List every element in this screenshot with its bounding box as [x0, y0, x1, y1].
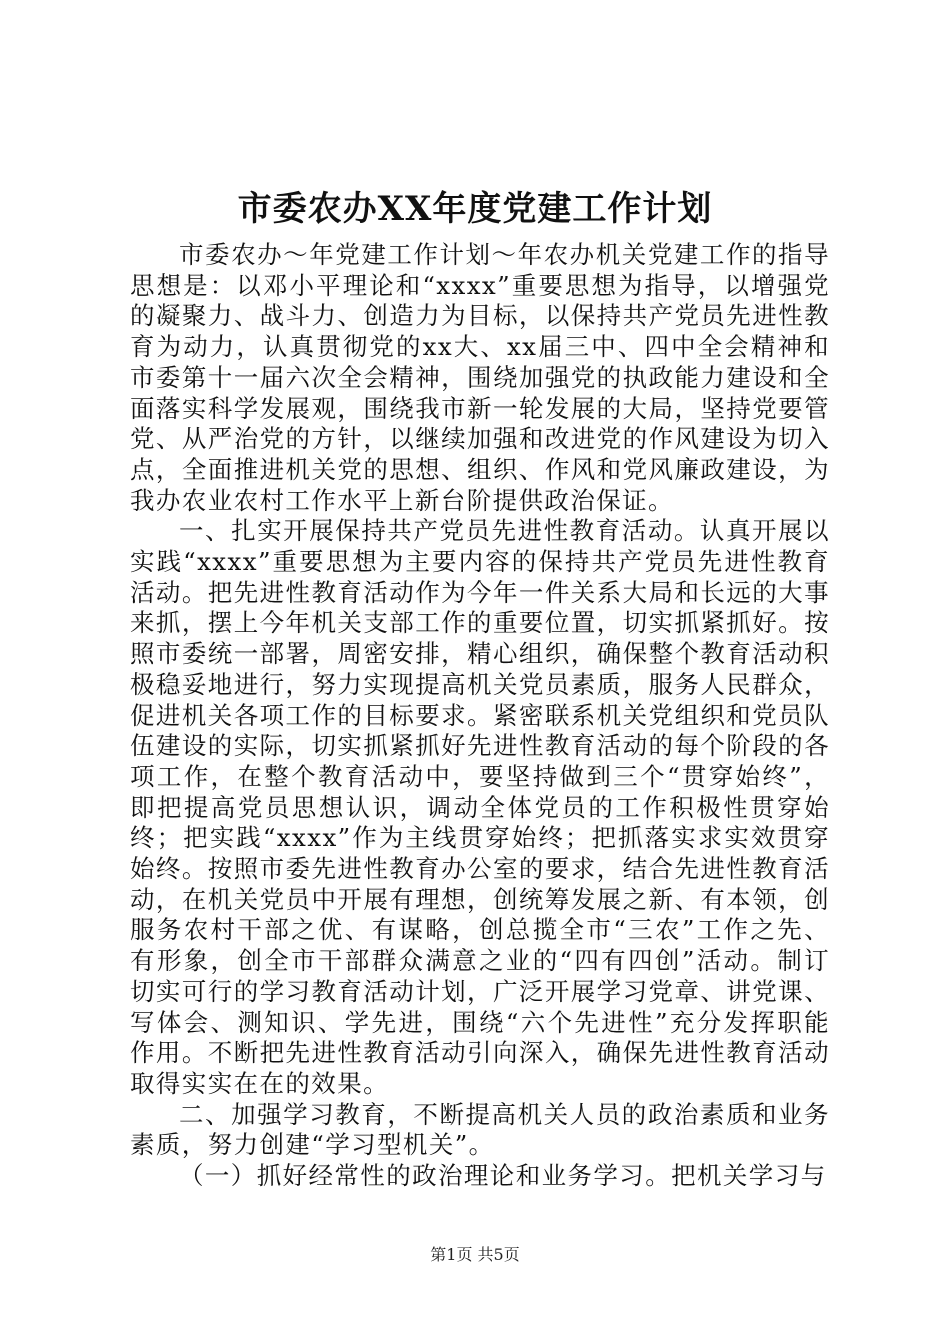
page-number-footer: 第1页 共5页	[430, 1245, 520, 1264]
paragraph-subsection-one: （一）抓好经常性的政治理论和业务学习。把机关学习与	[179, 1161, 827, 1191]
paragraph-section-one: 一、扎实开展保持共产党员先进性教育活动。认真开展以实践“xxxx”重要思想为主要内容的保持共产党员先进性教育活动。把先进性教育活动作为今年一件关系大局和长远的大事来抓，摆上今年机关支部工作的重要位置，切实抓紧抓好。按照市委统一部署，周密安排，精心组织，确保整个教育活动积极稳妥地进行，努力实现提高机关党员素质，服务人民群众，促进机关各项工作的目标要求。紧密联系机关党组织和党员队伍建设的实际，切实抓紧抓好先进性教育活动的每个阶段的各项工作，在整个教育活动中，要坚持做到三个“贯穿始终”，即把提高党员思想认识，调动全体党员的工作积极性贯穿始终；把实践“xxxx”作为主线贯穿始终；把抓落实求实效贯穿始终。按照市委先进性教育办公室的要求，结合先进性教育活动，在机关党员中开展有理想，创统筹发展之新、有本领，创服务农村干部之优、有谋略，创总揽全市“三农”工作之先、有形象，创全市干部群众满意之业的“四有四创”活动。制订切实可行的学习教育活动计划，广泛开展学习党章、讲党课、写体会、测知识、学先进，围绕“六个先进性”充分发挥职能作用。不断把先进性教育活动引向深入，确保先进性教育活动取得实实在在的效果。	[130, 516, 830, 1098]
document-title: 市委农办XX年度党建工作计划	[237, 189, 713, 229]
paragraph-section-two: 二、加强学习教育，不断提高机关人员的政治素质和业务素质，努力创建“学习型机关”。	[130, 1099, 830, 1160]
paragraph-guiding-thought: 市委农办～年党建工作计划～年农办机关党建工作的指导思想是：以邓小平理论和“xxxx”重要思想为指导，以增强党的凝聚力、战斗力、创造力为目标，以保持共产党员先进性教育为动力，认真贯彻党的xx大、xx届三中、四中全会精神和市委第十一届六次全会精神，围绕加强党的执政能力建设和全面落实科学发展观，围绕我市新一轮发展的大局，坚持党要管党、从严治党的方针，以继续加强和改进党的作风建设为切入点，全面推进机关党的思想、组织、作风和党风廉政建设，为我办农业农村工作水平上新台阶提供政治保证。	[130, 240, 830, 515]
document-body	[130, 240, 830, 1192]
